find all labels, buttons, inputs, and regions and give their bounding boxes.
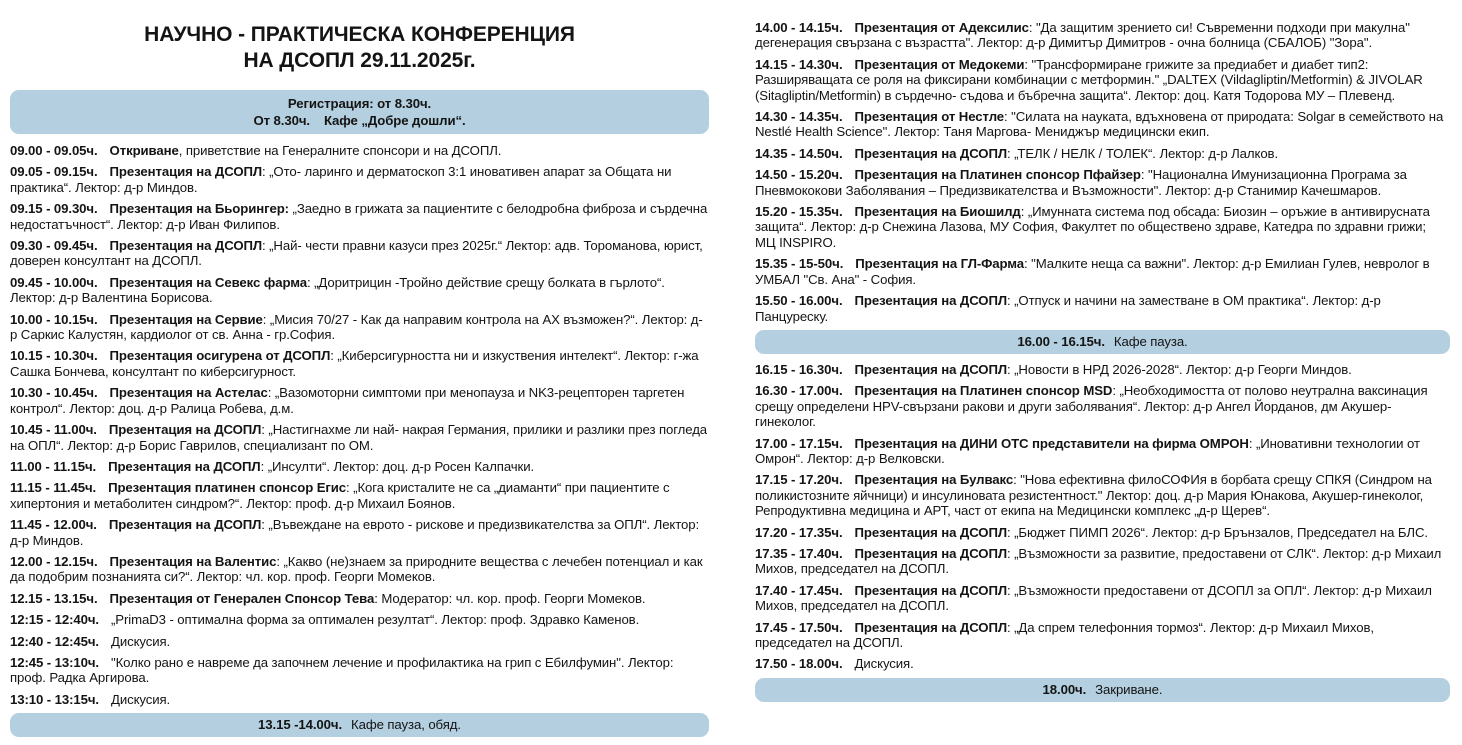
entry-time: 13:10 - 13:15ч. [10,691,99,707]
entry-title: Презентация на ДИНИ ОТС представители на фирма ОМРОН [854,435,1249,451]
entry-time: 09.45 - 10.00ч. [10,274,98,290]
entry-title: Презентация на ДСОПЛ [108,458,261,474]
schedule-entry [10,143,709,158]
schedule-entry [755,583,1450,614]
entry-title: Презентация на Бьорингер: [109,201,289,217]
entry-description: : „Необходимостта от полово неутрална ваксинация срещу определени HPV-свързани ракови и други заболявания“. Лектор: д-р Ангел Йорданов, дм Акушер-гинеколог. [754,383,1428,430]
schedule-entry [755,656,1450,671]
entry-title: Презентация от Адексилис [854,20,1029,35]
entry-time: 12:40 - 12:45ч. [10,633,99,649]
entry-time: 17.45 - 17.50ч. [754,619,843,635]
entry-title: Презентация от Нестле [854,109,1005,125]
lunch-break-banner [10,713,709,737]
entry-description: : „Вазомоторни симптоми при менопауза и NK3-рецепторен таргетен контрол“. Лектор: доц. д-р Ралица Робева, д.м. [10,385,685,416]
entry-time: 14.15 - 14.30ч. [754,56,843,72]
schedule-entry [755,109,1450,140]
entry-description: Дискусия. [111,633,171,649]
schedule-entry [10,480,709,511]
schedule-entry [10,422,709,453]
entry-title: Презентация на Биошилд [854,204,1021,220]
lunch-break-time: 13.15 -14.00ч. [258,717,343,733]
entry-time: 12:15 - 12:40ч. [10,612,99,628]
entry-description: : „Мисия 70/27 - Как да направим контрола на АХ възможен?“. Лектор: д-р Саркис Калустян, кардиолог от св. Анна - гр.София. [10,311,703,343]
lunch-break-label: Кафе пауза, обяд. [351,717,461,733]
schedule-entry [755,436,1450,467]
entry-description: : "Национална Имунизационна Програма за Пневмококови Заболявания – Предизвикателства и Възможности". Лектор: д-р Станимир Качешмаров. [754,167,1407,198]
schedule-entry [10,238,709,269]
entry-title: Презентация платинен спонсор Егис [108,480,347,496]
entry-time: 15.20 - 15.35ч. [754,204,843,220]
schedule-entry [10,459,709,474]
entry-description: „Заедно в грижата за пациентите с белодробна фиброза и сърдечна недостатъчност“. Лектор: д-р Иван Филипов. [10,201,708,232]
entry-title: Презентация на ДСОПЛ [854,293,1007,309]
schedule-entry [10,692,709,707]
entry-description: Дискусия. [111,691,171,707]
schedule-entry [10,612,709,627]
entry-description: : Модератор: чл. кор. проф. Георги Момеков. [374,590,646,606]
coffee-break-label: Кафе пауза. [1113,333,1188,349]
coffee-break-banner [755,330,1450,354]
entry-time: 10.00 - 10.15ч. [10,311,98,327]
schedule-entry [755,293,1450,324]
entry-title: Презентация на ГЛ-Фарма [855,256,1025,272]
entry-time: 10.15 - 10.30ч. [10,348,98,364]
entry-title: Презентация на ДСОПЛ [109,164,263,180]
entry-title: Откриване [109,143,179,158]
entry-title: Презентация на Сервие [109,311,263,327]
schedule-entry [755,57,1450,103]
schedule-entry [755,546,1450,577]
entry-time: 09.30 - 09.45ч. [10,238,98,254]
entry-description: : „Ото- ларинго и дерматоскоп 3:1 иновативен апарат за Общата ни практика“. Лектор: д-р Миндов. [10,164,672,195]
entry-time: 10.30 - 10.45ч. [10,385,98,401]
entry-title: Презентация осигурена от ДСОПЛ [109,348,331,364]
entry-time: 14.30 - 14.35ч. [754,109,843,125]
entry-time: 12.00 - 12.15ч. [10,553,98,569]
entry-title: Презентация на Севекс фарма [109,274,307,290]
right-schedule-list-after-break [755,362,1450,672]
schedule-entry [755,20,1450,51]
entry-time: 11.45 - 12.00ч. [10,517,97,533]
entry-time: 14.50 - 15.20ч. [754,167,843,183]
entry-time: 17.15 - 17.20ч. [754,472,843,488]
entry-description: : "Да защитим зрението си! Съвременни подходи при макулна" дегенерация свързана с възрастта". Лектор: д-р Димитър Димитров - очна болница (СБАЛОБ) "Зора". [754,20,1410,51]
entry-time: 10.45 - 11.00ч. [10,422,97,438]
schedule-entry [755,525,1450,540]
schedule-entry [755,383,1450,429]
entry-description: Дискусия. [854,656,914,672]
closing-label: Закриване. [1095,681,1163,697]
entry-description: , приветствие на Генералните спонсори и на ДСОПЛ. [178,143,502,158]
entry-description: : „Най- чести правни казуси през 2025г.“ Лектор: адв. Тороманова, юрист, доверен консултант на ДСОПЛ. [10,238,703,269]
entry-description: : „Отпуск и начини на заместване в ОМ практика“. Лектор: д-р Панцуреску. [754,293,1381,324]
registration-line2-time: От 8.30ч. [253,113,310,128]
registration-line2-label: Кафе „Добре дошли“. [323,113,466,128]
entry-description: : „Кога кристалите не са „диаманти“ при пациентите с хипертония и метаболитен синдром?“. Лектор: проф. д-р Михаил Боянов. [10,480,670,511]
schedule-entry [755,146,1450,161]
entry-time: 09.05 - 09.15ч. [10,164,98,180]
registration-line1: Регистрация: от 8.30ч. [287,96,432,111]
schedule-entry [10,634,709,649]
closing-time: 18.00ч. [1042,681,1087,697]
closing-banner [755,678,1450,702]
entry-time: 14.35 - 14.50ч. [754,145,843,161]
page-title [80,22,639,74]
schedule-entry [755,256,1450,287]
entry-title: Презентация на ДСОПЛ [854,582,1007,598]
entry-time: 17.20 - 17.35ч. [754,524,843,540]
registration-banner [10,90,709,134]
entry-title: Презентация на ДСОПЛ [109,238,263,254]
left-schedule-list [10,143,709,707]
coffee-break-time: 16.00 - 16.15ч. [1017,333,1105,349]
schedule-entry [10,655,709,686]
entry-time: 11.00 - 11.15ч. [10,458,97,474]
entry-description: „PrimaD3 - оптимална форма за оптимален резултат“. Лектор: проф. Здравко Каменов. [111,612,640,628]
entry-description: : „ТЕЛК / НЕЛК / ТОЛЕК“. Лектор: д-р Лалков. [1007,145,1279,161]
entry-title: Презентация на Платинен спонсор MSD [854,383,1113,399]
entry-time: 17.35 - 17.40ч. [754,545,843,561]
entry-time: 15.50 - 16.00ч. [754,293,843,309]
right-schedule-list-before-break [755,20,1450,324]
entry-description: : „Какво (не)знаем за природните вещества с лечебен потенциал и как да подобрим познанията си?“. Лектор: чл. кор. проф. Георги Момеков. [10,553,703,585]
schedule-entry [755,167,1450,198]
entry-title: Презентация на ДСОПЛ [854,361,1007,377]
schedule-entry [10,517,709,548]
page-title-line2: НА ДСОПЛ 29.11.2025г. [243,49,476,72]
entry-description: : „Бюджет ПИМП 2026“. Лектор: д-р Брънзалов, Председател на БЛС. [1007,524,1428,540]
left-column [6,0,715,745]
entry-description: : „Инсулти“. Лектор: доц. д-р Росен Калпачки. [260,458,535,474]
entry-description: : „Възможности предоставени от ДСОПЛ за ОПЛ“. Лектор: д-р Михаил Михов, председател на ДСОПЛ. [754,582,1432,614]
entry-title: Презентация от Генерален Спонсор Тева [109,590,375,606]
entry-time: 14.00 - 14.15ч. [754,20,843,35]
entry-time: 12.15 - 13.15ч. [10,590,98,606]
schedule-entry [755,362,1450,377]
entry-title: Презентация на ДСОПЛ [854,619,1007,635]
entry-title: Презентация на ДСОПЛ [854,545,1007,561]
entry-title: Презентация на ДСОПЛ [854,524,1007,540]
entry-time: 16.15 - 16.30ч. [754,361,843,377]
entry-description: "Колко рано е навреме да започнем лечение и профилактика на грип с Ебилфумин". Лектор: проф. Радка Аргирова. [10,654,674,686]
entry-time: 17.00 - 17.15ч. [754,435,843,451]
entry-description: : „Доритрицин -Тройно действие срещу болката в гърлото“. Лектор: д-р Валентина Борисова. [10,274,665,306]
entry-time: 09.00 - 09.05ч. [10,143,98,158]
schedule-entry [10,164,709,195]
schedule-entry [755,620,1450,651]
schedule-entry [10,348,709,379]
entry-time: 11.15 - 11.45ч. [10,480,97,496]
entry-description: : „Киберсигурността ни и изкуствения интелект“. Лектор: г-жа Сашка Бончева, консултант по киберсигурност. [10,348,699,379]
schedule-entry [10,385,709,416]
entry-title: Презентация от Медокеми [854,56,1025,72]
entry-description: : "Силата на науката, вдъхновена от природата: Solgar в семейството на Nestlé Health Science". Лектор: Таня Маргова- Мениджър медицински екип. [754,109,1444,140]
entry-title: Презентация на ДСОПЛ [108,422,262,438]
entry-title: Презентация на Платинен спонсор Пфайзер [854,167,1141,183]
schedule-entry [755,472,1450,518]
entry-description: : „Имунната система под обсада: Биозин – оръжие в антивирусната защита“. Лектор: д-р Снежина Лазова, МУ София, Факултет по обществено здраве, Катедра по здравни грижи; МЦ INSPIRO. [754,204,1430,250]
schedule-entry [755,204,1450,250]
entry-time: 17.50 - 18.00ч. [754,656,843,672]
entry-description: : "Малките неща са важни". Лектор: д-р Емилиан Гулев, невролог в УМБАЛ "Св. Ана" - София. [754,256,1430,287]
schedule-entry [10,591,709,606]
entry-title: Презентация на Астелас [109,385,268,401]
schedule-entry [10,554,709,585]
entry-description: : "Трансформиране грижите за предиабет и диабет тип2: Разширяващата се роля на фиксирани комбинации с метформин." „DALTEX (Vildagliptin/Metformin) & JIVOLAR (Sitagliptin/Metformin) в сърдечно- съдова и бъбречна защита“. Лектор: доц. Катя Тодорова МУ – Плевенд. [754,56,1423,103]
entry-description: : „Иновативни технологии от Омрон“. Лектор: д-р Велковски. [754,435,1420,466]
entry-description: : „Въвеждане на еврото - рискове и предизвикателства за ОПЛ“. Лектор: д-р Миндов. [10,517,700,548]
entry-description: : „Да спрем телефонния тормоз“. Лектор: д-р Михаил Михов, председател на ДСОПЛ. [754,619,1374,650]
entry-description: : „Новости в НРД 2026-2028“. Лектор: д-р Георги Миндов. [1007,361,1352,377]
entry-title: Презентация на Валентис [109,553,277,569]
schedule-entry [10,201,709,232]
entry-title: Презентация на ДСОПЛ [854,145,1007,161]
entry-time: 15.35 - 15-50ч. [754,256,844,272]
page-title-line1: НАУЧНО - ПРАКТИЧЕСКА КОНФЕРЕНЦИЯ [144,23,575,46]
entry-title: Презентация на ДСОПЛ [108,517,262,533]
entry-description: : "Нова ефективна филоСОФИя в борбата срещу СПКЯ (Синдром на поликистозните яйчници) и инсулиновата резистентност." Лектор: доц. д-р Мария Юнакова, Акушер-гинеколог, Репродуктивна медицина и АРТ, част от екипа на Медицински комплекс „д-р Щерев“. [754,472,1432,519]
right-column [715,0,1456,745]
entry-time: 12:45 - 13:10ч. [10,654,99,670]
entry-time: 17.40 - 17.45ч. [754,582,843,598]
schedule-entry [10,275,709,306]
registration-line2 [20,112,699,129]
entry-time: 09.15 - 09.30ч. [10,201,98,217]
entry-time: 16.30 - 17.00ч. [754,383,843,399]
entry-description: : „Възможности за развитие, предоставени от СЛК“. Лектор: д-р Михаил Михов, председател на ДСОПЛ. [754,545,1442,577]
entry-description: : „Настигнахме ли най- накрая Германия, прилики и разлики през погледа на ОПЛ“. Лектор: д-р Борис Гаврилов, специализант по ОМ. [10,422,708,453]
entry-title: Презентация на Булвакс [854,472,1014,488]
schedule-entry [10,312,709,343]
